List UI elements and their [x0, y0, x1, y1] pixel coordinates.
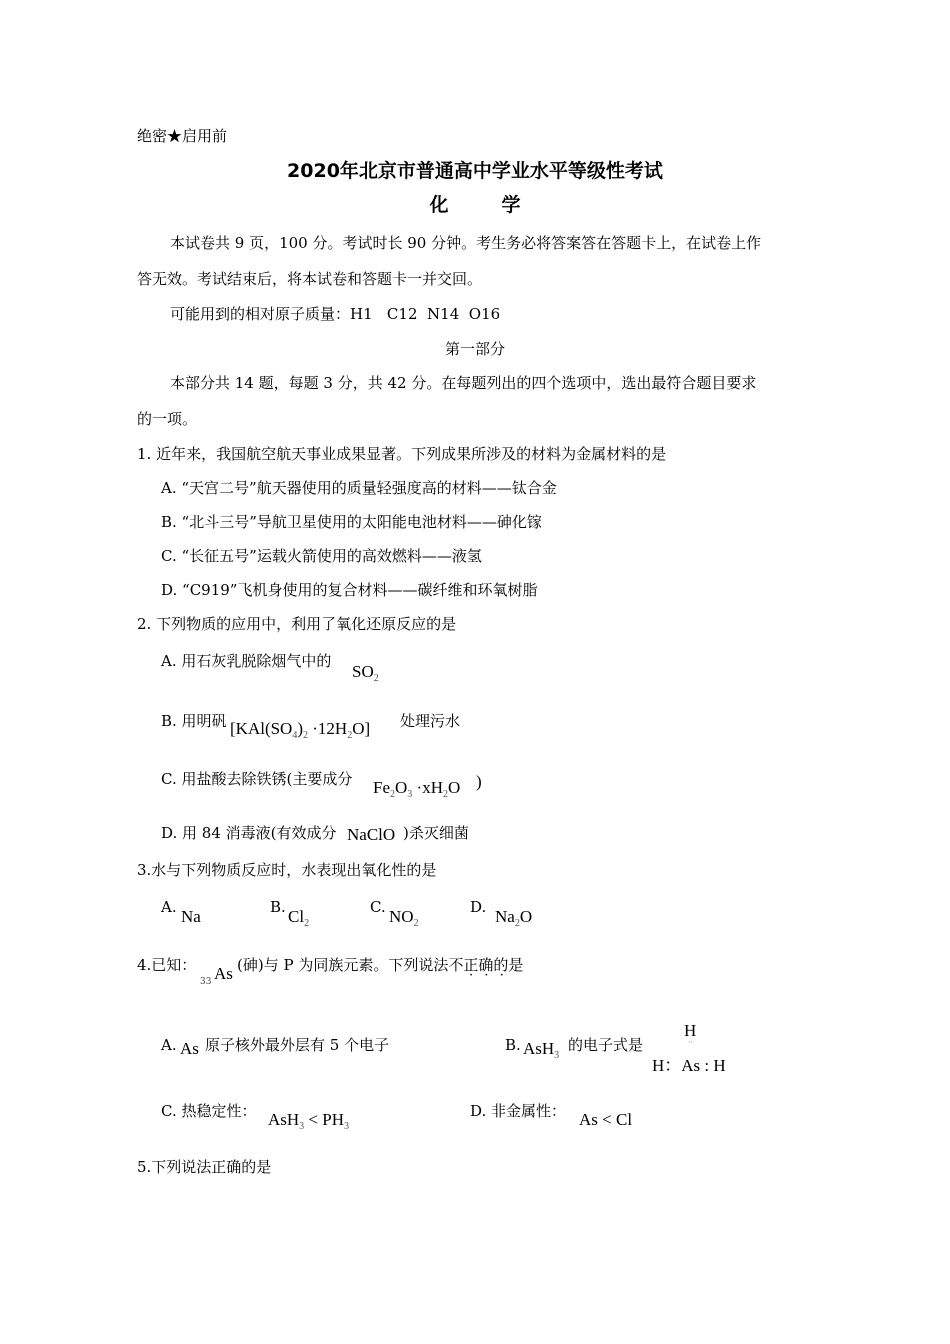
question-1-option-d: D. “C919”飞机身使用的复合材料——碳纤维和环氧树脂 — [161, 581, 538, 599]
option-tail: 处理污水 — [400, 712, 461, 730]
part-desc-line-2: 的一项。 — [137, 410, 198, 428]
question-3-stem: 3.水与下列物质反应时，水表现出氧化性的是 — [137, 861, 437, 879]
option-tail: ) — [476, 772, 482, 791]
question-3-option-b: B. — [270, 898, 286, 916]
formula-alum: $[KAl(SO_4)_2 \cdot 12H_2O]$ — [230, 719, 371, 741]
confidential-mark: 绝密★启用前 — [137, 127, 228, 145]
part-desc-line-1: 本部分共 14 题，每题 3 分，共 42 分。在每题列出的四个选项中，选出最符合题目要求 — [170, 374, 757, 392]
lewis-top-h: H — [684, 1021, 697, 1040]
question-1-option-a: A. “天宫二号”航天器使用的质量轻强度高的材料——钛合金 — [161, 479, 557, 497]
option-text: 的电子式是 — [568, 1036, 644, 1054]
emphasized-text: 不正确 — [448, 956, 494, 974]
formula-na2o: $Na_2O$ — [495, 907, 533, 929]
atomic-mass-line: 可能用到的相对原子质量：H1 C12 N14 O16 — [170, 305, 501, 323]
intro-line-2: 答无效。考试结束后，将本试卷和答题卡一并交回。 — [137, 270, 483, 288]
option-text: 原子核外最外层有 5 个电子 — [205, 1036, 390, 1054]
question-4-option-b: B. — [505, 1036, 521, 1054]
emphasis-dots: · · · — [469, 968, 505, 983]
formula-cl2: $Cl_2$ — [288, 907, 310, 929]
question-1-option-b: B. “北斗三号”导航卫星使用的太阳能电池材料——砷化镓 — [161, 513, 542, 531]
question-3-option-c: C. — [370, 898, 386, 916]
formula-naclo: NaClO — [347, 825, 396, 844]
question-2-option-c — [161, 770, 352, 788]
option-text: C. 用盐酸去除铁锈(主要成分 — [161, 770, 353, 788]
question-2-option-b — [161, 712, 227, 730]
exam-title: 2020年北京市普通高中学业水平等级性考试 — [287, 160, 663, 182]
subject-title: 化 学 — [429, 194, 521, 216]
question-1-stem: 1. 近年来，我国航空航天事业成果显著。下列成果所涉及的材料为金属材料的是 — [137, 445, 667, 463]
option-tail: )杀灭细菌 — [403, 824, 469, 842]
formula-as: As — [214, 964, 233, 983]
intro-line-1: 本试卷共 9 页，100 分。考试时长 90 分钟。考生务必将答案答在答题卡上，在试卷上作 — [170, 234, 762, 252]
question-4-option-c: C. 热稳定性： — [161, 1102, 257, 1120]
lewis-bond-pair: ·· — [688, 1038, 694, 1047]
question-2-option-d — [161, 824, 337, 842]
question-4-stem-prefix: 4.已知： — [137, 956, 197, 974]
formula-so2: $SO_2$ — [352, 662, 379, 684]
question-1-option-c: C. “长征五号”运载火箭使用的高效燃料——液氢 — [161, 547, 482, 565]
formula-as: As — [180, 1039, 199, 1058]
question-3-option-a: A. — [161, 898, 177, 916]
formula-as-vs-cl: As < Cl — [579, 1110, 633, 1129]
question-4-option-d: D. 非金属性： — [470, 1102, 567, 1120]
question-4-option-a: A. — [161, 1036, 177, 1054]
question-3-option-d: D. — [470, 898, 487, 916]
option-text: B. 用明矾 — [161, 712, 227, 730]
formula-ash3-vs-ph3: $AsH_3 < PH_3$ — [268, 1110, 349, 1132]
question-2-stem: 2. 下列物质的应用中，利用了氧化还原反应的是 — [137, 615, 457, 633]
formula-no2: $NO_2$ — [389, 907, 419, 929]
option-text: A. 用石灰乳脱除烟气中的 — [161, 652, 332, 670]
part-heading: 第一部分 — [444, 340, 505, 358]
formula-na: Na — [181, 907, 201, 926]
formula-ash3: AsH$_3$ — [523, 1039, 560, 1061]
atomic-number: 33 — [200, 977, 212, 987]
question-2-option-a — [161, 652, 331, 670]
question-5-stem: 5.下列说法正确的是 — [137, 1158, 272, 1176]
option-text: D. 用 84 消毒液(有效成分 — [161, 824, 337, 842]
lewis-structure: H：As : H — [652, 1056, 726, 1075]
formula-rust: $Fe_2O_3 \cdot xH_2O$ — [373, 778, 461, 800]
question-4-stem: (砷)与 P 为同族元素。下列说法不正确的是 — [237, 956, 524, 974]
